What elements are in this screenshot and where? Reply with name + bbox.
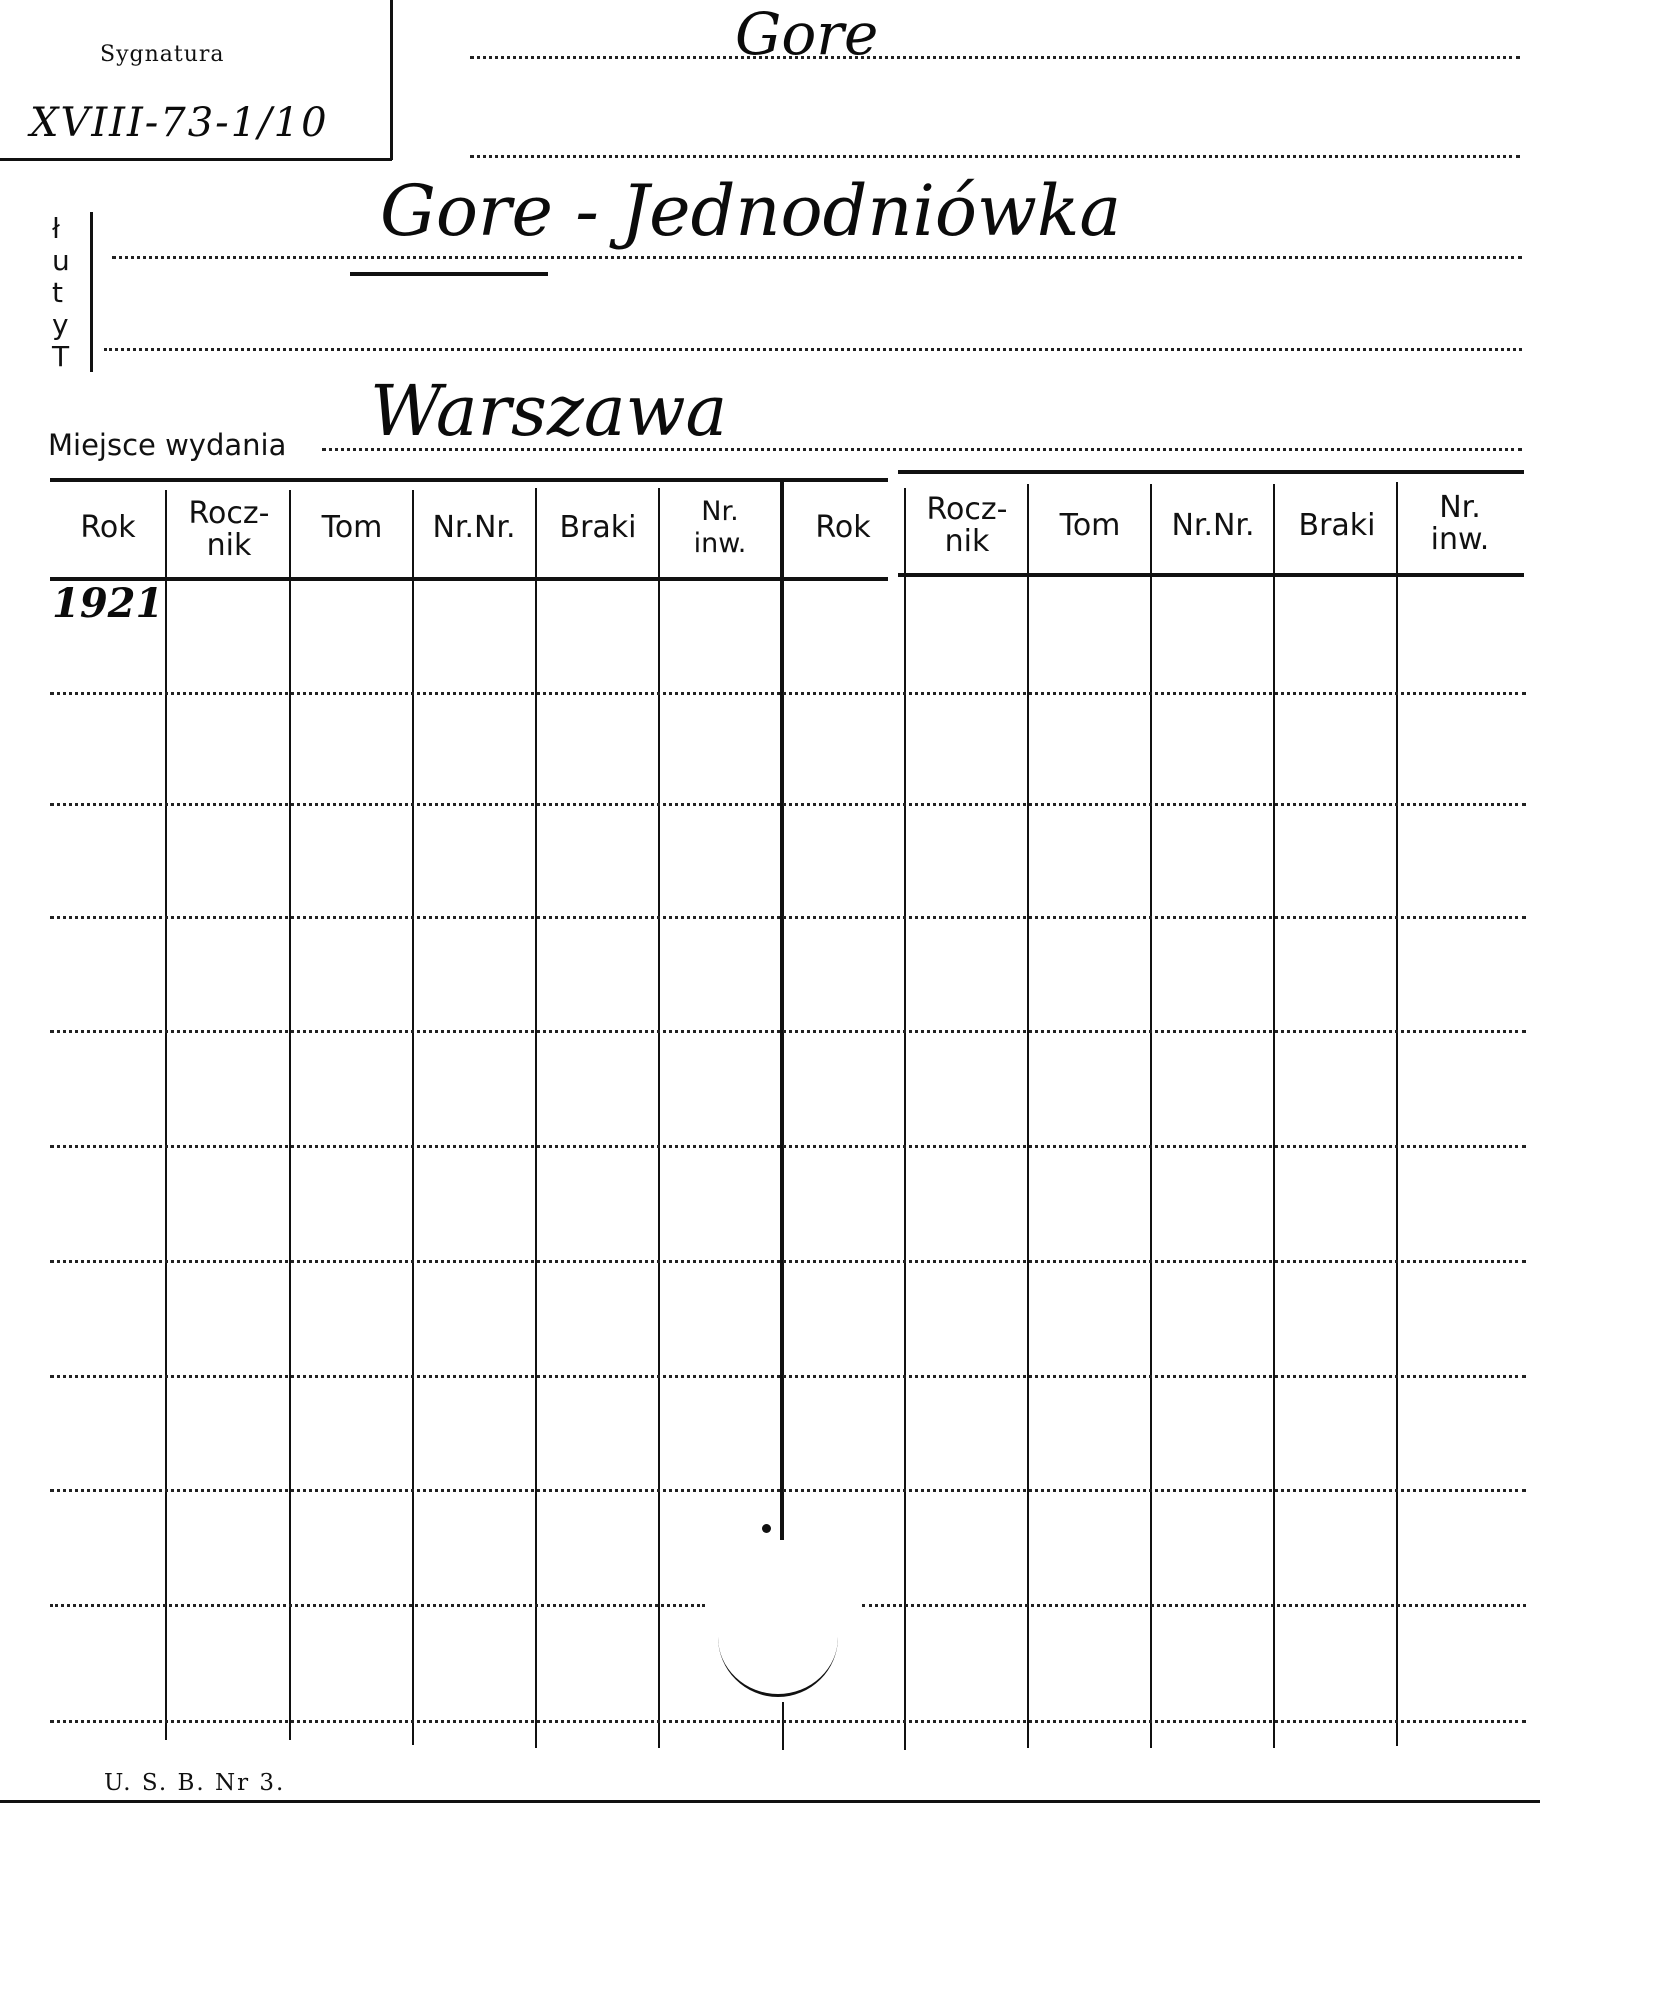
column-divider: [1150, 484, 1152, 1748]
row-line: [50, 1145, 1526, 1148]
first-row-year: 1921: [52, 580, 164, 627]
header-text: Rok: [815, 510, 871, 545]
header-cell: [538, 512, 658, 544]
signature-label: Sygnatura: [100, 42, 225, 67]
column-divider: [165, 490, 167, 1740]
row-line: [50, 1489, 1526, 1492]
header-text: nik: [206, 528, 252, 563]
column-divider: [658, 488, 660, 1748]
signature-value: XVIII-73-1/10: [30, 100, 329, 146]
row-line-right: [862, 1604, 1526, 1607]
header-text: Nr.Nr.: [1171, 508, 1255, 543]
row-line: [50, 1375, 1526, 1378]
row-line-left: [50, 1604, 705, 1607]
column-divider: [412, 490, 414, 1745]
center-divider-stub: [782, 1702, 784, 1750]
title-letter: T: [52, 340, 70, 373]
header-cell: [906, 494, 1028, 558]
form-code: U. S. B. Nr 3.: [104, 1770, 286, 1796]
header-text: Rok: [80, 510, 136, 545]
header-rule-left: [50, 577, 888, 581]
header-cell: [660, 496, 780, 560]
title-letter: ł: [52, 212, 60, 245]
place-handwritten-text: Warszawa: [370, 370, 728, 452]
header-cell: [414, 512, 534, 544]
row-line: [50, 916, 1526, 919]
row-line: [50, 692, 1526, 695]
title-handwritten-text: Gore - Jednodniówka: [380, 170, 1122, 252]
header-cell: [52, 512, 164, 544]
punch-hole-dot: [762, 1524, 771, 1533]
header-text: Nr.: [701, 496, 739, 527]
row-line: [50, 1260, 1526, 1263]
header-cell: [1028, 510, 1152, 542]
header-cell: [1152, 510, 1274, 542]
header-text: Tom: [321, 510, 383, 545]
column-divider: [904, 488, 906, 1750]
header-text: nik: [944, 524, 990, 559]
column-divider: [1396, 482, 1398, 1746]
row-line: [50, 1720, 1526, 1723]
header-cell: [168, 498, 290, 562]
title-letter: t: [52, 276, 63, 309]
column-divider: [1273, 484, 1275, 1748]
table-top-rule-left: [50, 478, 888, 482]
row-line: [50, 1030, 1526, 1033]
header-text: Nr.Nr.: [432, 510, 516, 545]
header-rule-right: [898, 573, 1524, 577]
card-bottom-edge: [0, 1800, 1540, 1803]
header-text: Tom: [1059, 508, 1121, 543]
column-divider: [1027, 484, 1029, 1748]
center-divider: [780, 482, 784, 1540]
header-text: Rocz-: [926, 492, 1008, 527]
header-text: inw.: [693, 528, 747, 559]
header-text: Braki: [1298, 508, 1376, 543]
header-cell: [1276, 510, 1398, 542]
header-cell: [1398, 492, 1522, 556]
table-top-rule-right: [898, 470, 1524, 474]
place-label: Miejsce wydania: [48, 428, 287, 462]
header-cell: [782, 512, 904, 544]
header-text: Nr.: [1439, 490, 1481, 525]
row-line: [50, 803, 1526, 806]
title-letter: y: [52, 308, 69, 341]
column-divider: [535, 488, 537, 1748]
top-handwritten-text: Gore: [735, 0, 879, 68]
column-divider: [289, 490, 291, 1740]
header-cell: [292, 512, 412, 544]
header-text: Braki: [559, 510, 637, 545]
header-text: inw.: [1430, 522, 1490, 557]
header-text: Rocz-: [188, 496, 270, 531]
title-letter: u: [52, 244, 70, 277]
